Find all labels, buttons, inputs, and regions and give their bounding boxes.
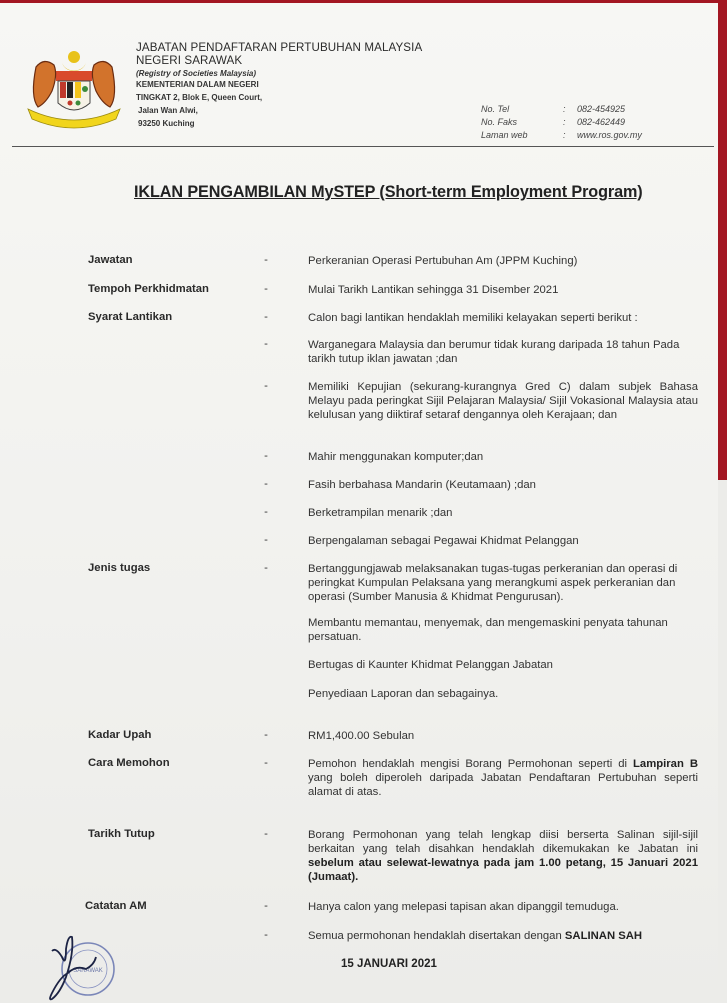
contact-web — [481, 129, 642, 142]
bold-text: SALINAN SAH — [564, 930, 643, 942]
dash-separator: - — [264, 338, 268, 350]
page-title: IKLAN PENGAMBILAN MySTEP (Short-term Employment Program) — [134, 183, 643, 201]
field-value — [308, 757, 698, 799]
list-item-text: Memiliki Kepujian (sekurang-kurangnya Gred C) dalam subjek Bahasa Melayu pada peringkat Sijil Pelajaran Malaysia/ Sijil Vokasional Malaysia atau kelulusan yang diiktiraf setaraf dengannya oleh Kerajaan; dan — [308, 381, 698, 421]
field-value — [308, 828, 698, 884]
stamp-text: SARAWAK — [73, 968, 103, 974]
org-name-line1: JABATAN PENDAFTARAN PERTUBUHAN MALAYSIA — [136, 41, 423, 54]
contact-label: No. Faks — [481, 117, 518, 127]
list-item-text: Membantu memantau, menyemak, dan mengemaskini penyata tahunan persatuan. — [308, 617, 668, 643]
address-line1: TINGKAT 2, Blok E, Queen Court, — [136, 93, 263, 102]
text: Semua permohonan hendaklah disertakan dengan — [308, 930, 565, 942]
list-item-text — [308, 929, 698, 943]
bold-text: Lampiran B — [633, 758, 698, 770]
field-label: Jawatan — [88, 254, 133, 266]
list-item-text: Bertanggungjawab melaksanakan tugas-tugas perkeranian dan operasi di peringkat Kumpulan Pelaksana yang merangkumi aspek perkeranian dan operasi (Sumber Manusia & Khidmat Pengurusan). — [308, 563, 678, 603]
org-english-name: (Registry of Societies Malaysia) — [136, 69, 257, 78]
dash-separator: - — [264, 900, 268, 912]
contact-value: 082-454925 — [577, 104, 626, 114]
dash-separator: - — [264, 380, 268, 392]
official-stamp-signature-icon — [44, 933, 120, 1003]
bold-text: sebelum atau selewat-lewatnya pada jam 1.00 petang, 15 Januari 2021 (Jumaat). — [308, 857, 698, 883]
list-item-text: Fasih berbahasa Mandarin (Keutamaan) ;dan — [308, 479, 536, 491]
malaysia-coat-of-arms-icon — [22, 47, 126, 131]
list-item-text: Warganegara Malaysia dan berumur tidak kurang daripada 18 tahun Pada tarikh tutup iklan jawatan ;dan — [308, 339, 680, 365]
field-value: Mulai Tarikh Lantikan sehingga 31 Disember 2021 — [308, 284, 559, 296]
organization-header — [136, 41, 422, 130]
contact-label: No. Tel — [481, 104, 510, 114]
field-label: Tarikh Tutup — [88, 828, 155, 840]
field-value: Perkeranian Operasi Pertubuhan Am (JPPM Kuching) — [308, 255, 578, 267]
field-value: Calon bagi lantikan hendaklah memiliki kelayakan seperti berikut : — [308, 312, 638, 324]
document-date: 15 JANUARI 2021 — [341, 958, 437, 970]
dash-separator: - — [264, 450, 268, 462]
address-line2: Jalan Wan Alwi, — [138, 106, 198, 115]
contact-info — [481, 103, 642, 142]
field-label: Tempoh Perkhidmatan — [88, 283, 209, 295]
dash-separator: - — [264, 311, 268, 323]
text: Borang Permohonan yang telah lengkap diisi berserta Salinan sijil-sijil berkaitan yang telah disahkan hendaklah dikemukakan ke Jabatan ini — [308, 829, 698, 855]
dash-separator: - — [264, 283, 268, 295]
list-item-text: Mahir menggunakan komputer;dan — [308, 451, 484, 463]
ministry-name: KEMENTERIAN DALAM NEGERI — [136, 80, 259, 89]
list-item-text: Bertugas di Kaunter Khidmat Pelanggan Jabatan — [308, 659, 553, 671]
dash-separator: - — [264, 534, 268, 546]
document-page — [0, 3, 718, 1003]
field-label: Syarat Lantikan — [88, 311, 173, 323]
dash-separator: - — [264, 254, 268, 266]
list-item-text: Berpengalaman sebagai Pegawai Khidmat Pelanggan — [308, 535, 579, 547]
field-label: Catatan AM — [85, 900, 147, 912]
text: Pemohon hendaklah mengisi Borang Permohonan seperti di — [308, 758, 634, 770]
contact-separator: : — [563, 130, 566, 140]
text: yang boleh diperoleh daripada Jabatan Pendaftaran Pertubuhan seperti alamat di atas. — [308, 772, 698, 798]
contact-fax — [481, 116, 642, 129]
contact-separator: : — [563, 117, 566, 127]
dash-separator: - — [264, 506, 268, 518]
paper-edge — [718, 480, 727, 1003]
list-item-text: Berketrampilan menarik ;dan — [308, 507, 453, 519]
field-label: Kadar Upah — [88, 729, 152, 741]
field-value: RM1,400.00 Sebulan — [308, 730, 415, 742]
header-divider — [12, 146, 714, 147]
dash-separator: - — [264, 757, 268, 769]
list-item-text: Penyediaan Laporan dan sebagainya. — [308, 688, 499, 700]
dash-separator: - — [264, 828, 268, 840]
dash-separator: - — [264, 729, 268, 741]
org-name-line2: NEGERI SARAWAK — [136, 54, 243, 67]
dash-separator: - — [264, 929, 268, 941]
contact-label: Laman web — [481, 130, 528, 140]
field-label: Cara Memohon — [88, 757, 170, 769]
dash-separator: - — [264, 478, 268, 490]
contact-value: www.ros.gov.my — [577, 130, 642, 140]
list-item-text: Hanya calon yang melepasi tapisan akan dipanggil temuduga. — [308, 901, 619, 913]
contact-value: 082-462449 — [577, 117, 626, 127]
address-line3: 93250 Kuching — [138, 119, 195, 128]
dash-separator: - — [264, 562, 268, 574]
field-label: Jenis tugas — [88, 562, 151, 574]
contact-tel — [481, 103, 642, 116]
contact-separator: : — [563, 104, 566, 114]
